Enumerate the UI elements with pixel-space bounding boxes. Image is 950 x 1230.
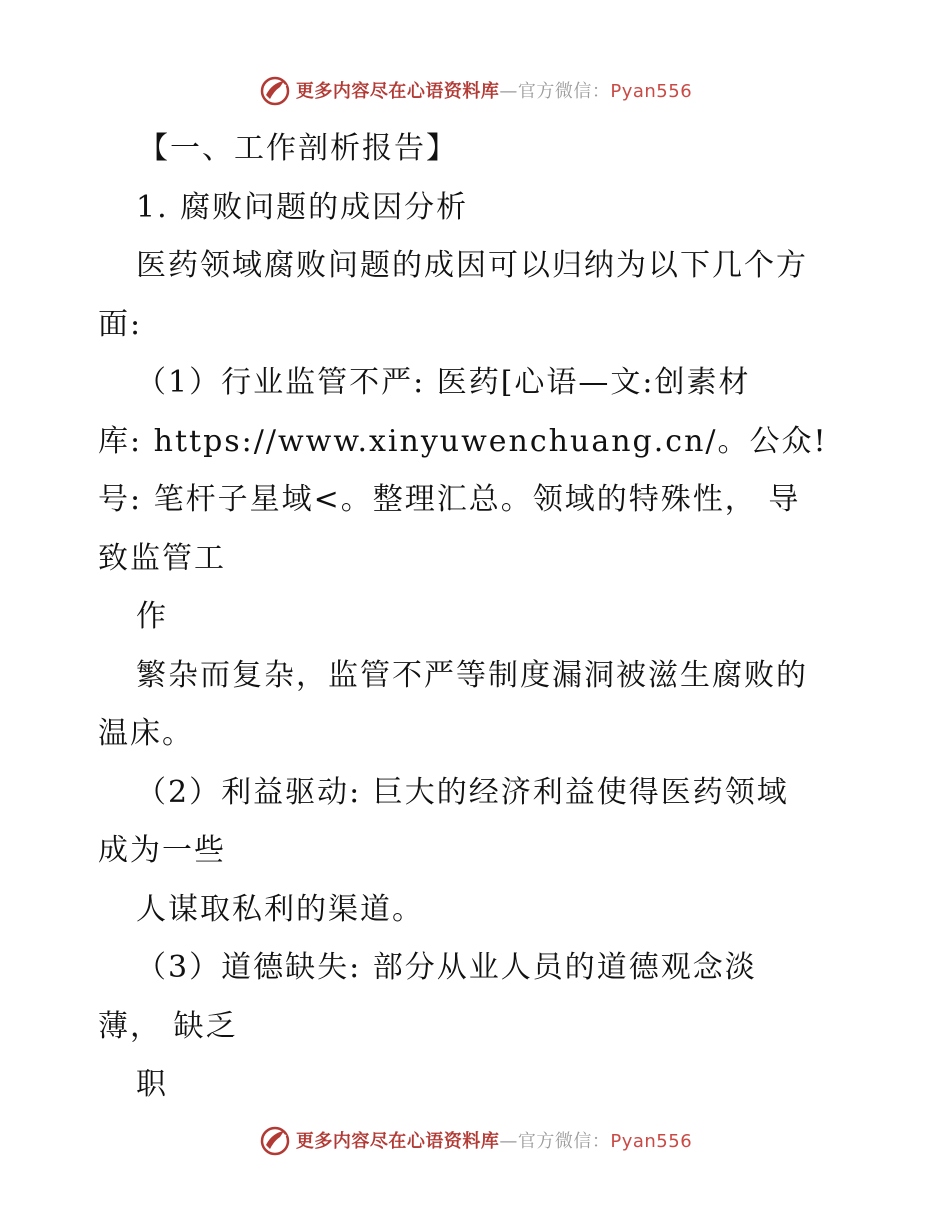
footer-banner xyxy=(0,1120,950,1160)
paragraph-line: 繁杂而复杂，监管不严等制度漏洞被滋生腐败的 xyxy=(136,657,808,693)
paragraph-line: 致监管工 xyxy=(98,540,226,576)
header-text xyxy=(296,77,692,103)
paragraph-line: 作 xyxy=(136,599,168,634)
header-dash: — xyxy=(499,81,518,102)
footer-text xyxy=(296,1127,692,1153)
brand-logo-icon xyxy=(258,1123,292,1157)
header-id: Pyan556 xyxy=(610,81,693,102)
section-heading: 【一、工作剖析报告】 xyxy=(138,131,458,166)
footer-id: Pyan556 xyxy=(610,1131,693,1152)
header-banner xyxy=(0,70,950,110)
paragraph-line: 库: https://www.xinyuwenchuang.cn/。公众! xyxy=(98,423,828,459)
paragraph-line: 薄， 缺乏 xyxy=(98,1008,238,1044)
paragraph-line: 职 xyxy=(136,1067,168,1102)
header-main: 更多内容尽在心语资料库 xyxy=(295,81,500,102)
footer-main: 更多内容尽在心语资料库 xyxy=(295,1131,500,1152)
footer-wechat: 官方微信： xyxy=(517,1131,611,1152)
header-wechat: 官方微信： xyxy=(517,81,611,102)
paragraph-line: 温床。 xyxy=(98,716,194,751)
paragraph-line: （3）道德缺失: 部分从业人员的道德观念淡 xyxy=(136,950,757,985)
document-body xyxy=(98,120,858,1115)
brand-logo-icon xyxy=(258,73,292,107)
paragraph-line: （2）利益驱动: 巨大的经济利益使得医药领域 xyxy=(136,774,789,810)
paragraph-line: 人谋取私利的渠道。 xyxy=(136,891,424,927)
footer-dash: — xyxy=(499,1131,518,1152)
paragraph-line: 号: 笔杆子星域<。整理汇总。领域的特殊性， 导 xyxy=(98,482,801,517)
paragraph-line: 成为一些 xyxy=(98,833,226,868)
paragraph-line: 面: xyxy=(98,306,143,342)
paragraph-line: 医药领域腐败问题的成因可以归纳为以下几个方 xyxy=(136,248,808,283)
subsection-heading: 1. 腐败问题的成因分析 xyxy=(136,189,469,225)
paragraph-line: （1）行业监管不严: 医药[心语—文:创素材 xyxy=(136,365,751,400)
